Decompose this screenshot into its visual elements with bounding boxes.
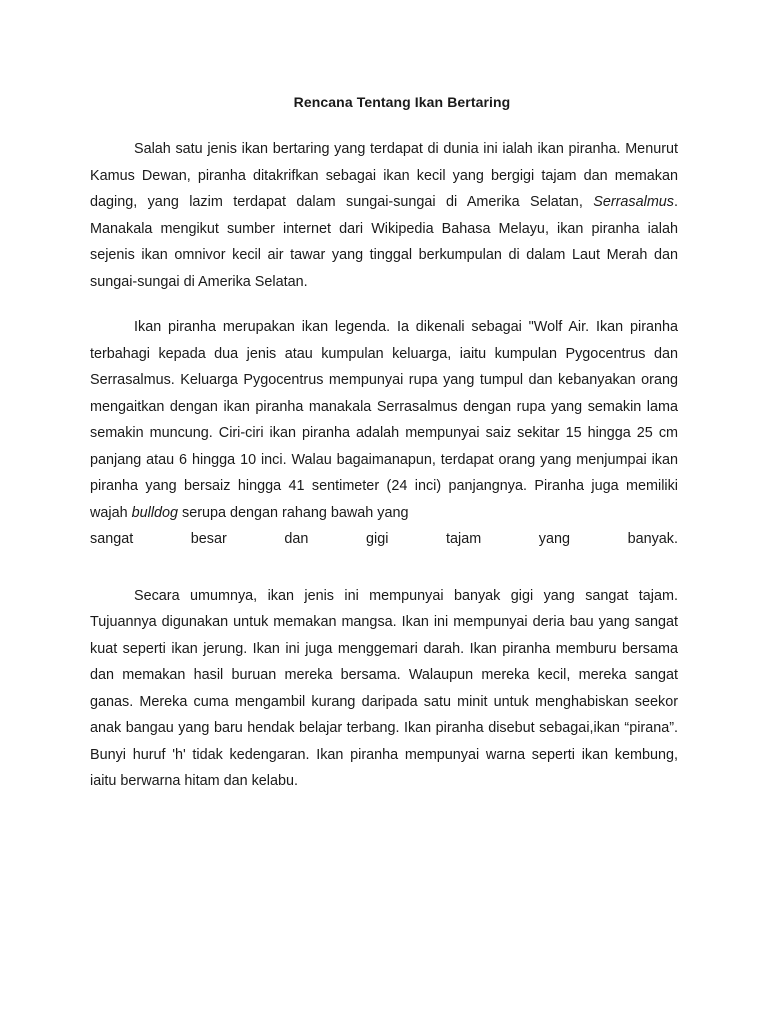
paragraph-1-text-a: Salah satu jenis ikan bertaring yang terdapat di dunia ini ialah ikan piranha. Menurut Kamus Dewan, piranha ditakrifkan sebagai ikan kecil yang bergigi tajam dan memakan daging, yang lazim terdapat dalam sungai-sungai di Amerika Selatan, (90, 141, 678, 210)
paragraph-1-text-b: . Manakala mengikut sumber internet dari Wikipedia Bahasa Melayu, ikan piranha ialah sejenis ikan omnivor kecil air tawar yang tinggal berkumpulan di dalam Laut Merah dan sungai-sungai di Amerika Selatan. (90, 194, 679, 290)
paragraph-2-text-a: Ikan piranha merupakan ikan legenda. Ia dikenali sebagai "Wolf Air. Ikan piranha terbahagi kepada dua jenis atau kumpulan keluarga, iaitu kumpulan Pygocentrus dan Serrasalmus. Keluarga Pygocentrus mempunyai rupa yang tumpul dan kebanyakan orang mengaitkan dengan ikan piranha manakala Serrasalmus dengan rupa yang semakin lama semakin muncung. Ciri-ciri ikan piranha adalah mempunyai saiz sekitar 15 hingga 25 cm panjang atau 6 hingga 10 inci. Walau bagaimanapun, terdapat orang yang menjumpai ikan piranha yang bersaiz hingga 41 sentimeter (24 inci) panjangnya. Piranha juga memiliki wajah (90, 319, 678, 521)
paragraph-1-italic: Serrasalmus (593, 194, 675, 210)
paragraph-2-italic: bulldog (131, 504, 179, 521)
paragraph-2 (90, 314, 678, 553)
paragraph-1 (90, 136, 678, 295)
paragraph-3: Secara umumnya, ikan jenis ini mempunyai banyak gigi yang sangat tajam. Tujuannya digunakan untuk memakan mangsa. Ikan ini mempunyai deria bau yang sangat kuat seperti ikan jerung. Ikan ini juga menggemari darah. Ikan piranha memburu bersama dan memakan hasil buruan mereka bersama. Walaupun mereka kecil, mereka sangat ganas. Mereka cuma mengambil kurang daripada satu minit untuk menghabiskan seekor anak bangau yang baru hendak belajar terbang. Ikan piranha disebut sebagai,ikan “pirana”. Bunyi huruf 'h' tidak kedengaran. Ikan piranha mempunyai warna seperti ikan kembung, iaitu berwarna hitam dan kelabu. (90, 587, 678, 789)
document-title: Rencana Tentang Ikan Bertaring (293, 94, 511, 110)
document-page (90, 92, 678, 795)
paragraph-2-text-b: serupa dengan rahang bawah yang (182, 504, 409, 521)
paragraph-2-last-line: sangat besar dan gigi tajam yang banyak. (90, 531, 678, 547)
